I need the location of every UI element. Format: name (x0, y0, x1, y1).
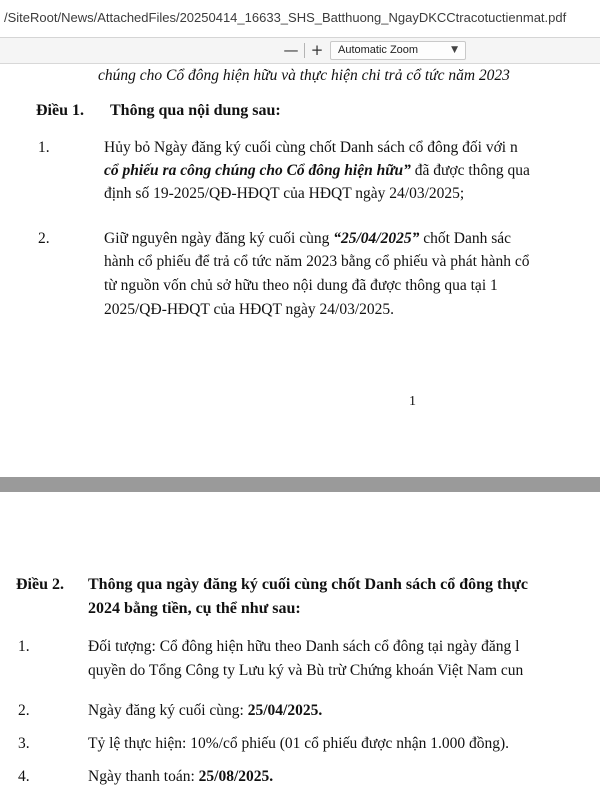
p2-item-1-line-2: quyền do Tổng Công ty Lưu ký và Bù trừ Chứng khoán Việt Nam cun (88, 662, 524, 679)
pdf-toolbar (0, 38, 600, 64)
p2-item-2-line (88, 702, 322, 720)
p2-item-1-number: 1. (18, 638, 30, 655)
chevron-down-icon: ▼ (451, 45, 458, 55)
p2-item-3-line: Tỷ lệ thực hiện: 10%/cổ phiếu (01 cổ phiếu được nhận 1.000 đồng). (88, 735, 510, 752)
url-text[interactable]: /SiteRoot/News/AttachedFiles/20250414_16633_SHS_Batthuong_NgayDKCCtracotuctienmat.pdf (4, 10, 567, 25)
zoom-out-button[interactable]: — (283, 41, 299, 59)
item-2-line-3: từ nguồn vốn chủ sở hữu theo nội dung đã được thông qua tại 1 (104, 277, 498, 294)
zoom-select-value: Automatic Zoom (338, 44, 419, 56)
record-date-value: 25/04/2025. (247, 702, 323, 719)
pdf-page-1 (0, 64, 600, 477)
pdf-page-2 (0, 492, 600, 800)
item-2-line-2: hành cổ phiếu để trả cổ tức năm 2023 bằng cổ phiếu và phát hành cổ (104, 253, 530, 270)
item-1-emphasis: cổ phiếu ra công chúng cho Cổ đông hiện hữu” (104, 162, 411, 179)
toolbar-separator (304, 43, 305, 58)
item-2-line-1 (104, 230, 511, 248)
item-1-line-1: Hủy bỏ Ngày đăng ký cuối cùng chốt Danh sách cổ đông đối với n (104, 139, 518, 156)
zoom-select[interactable] (330, 41, 466, 60)
article-2-title-line-1: Thông qua ngày đăng ký cuối cùng chốt Danh sách cổ đông thực (88, 576, 528, 593)
page-number: 1 (409, 394, 416, 409)
p2-item-4-number: 4. (18, 768, 30, 785)
payment-date-value: 25/08/2025. (198, 768, 274, 785)
p2-item-3-number: 3. (18, 735, 30, 752)
item-2-line-1-b: chốt Danh sác (419, 230, 512, 247)
address-bar[interactable] (0, 0, 600, 38)
continued-line: chúng cho Cổ đông hiện hữu và thực hiện chi trả cổ tức năm 2023 (98, 67, 510, 84)
article-2-label: Điều 2. (16, 576, 64, 593)
p2-item-2-number: 2. (18, 702, 30, 719)
item-1-number: 1. (38, 139, 50, 156)
p2-item-4-line (88, 768, 273, 786)
record-date-label: Ngày đăng ký cuối cùng: (88, 702, 248, 719)
article-2-title-line-2: 2024 bằng tiền, cụ thể như sau: (88, 600, 301, 617)
item-2-line-1-a: Giữ nguyên ngày đăng ký cuối cùng (104, 230, 334, 247)
item-1-line-2 (104, 162, 530, 180)
item-2-line-4: 2025/QĐ-HĐQT của HĐQT ngày 24/03/2025. (104, 301, 395, 318)
item-1-line-2-rest: đã được thông qua (410, 162, 530, 179)
payment-date-label: Ngày thanh toán: (88, 768, 199, 785)
item-1-line-3: định số 19-2025/QĐ-HĐQT của HĐQT ngày 24/03/2025; (104, 185, 465, 202)
article-1-title: Thông qua nội dung sau: (110, 102, 281, 119)
zoom-in-button[interactable]: + (310, 41, 324, 59)
item-2-number: 2. (38, 230, 50, 247)
p2-item-1-line-1: Đối tượng: Cổ đông hiện hữu theo Danh sách cổ đông tại ngày đăng l (88, 638, 520, 655)
item-2-date-emphasis: “25/04/2025” (333, 230, 420, 247)
article-1-label: Điều 1. (36, 102, 84, 119)
